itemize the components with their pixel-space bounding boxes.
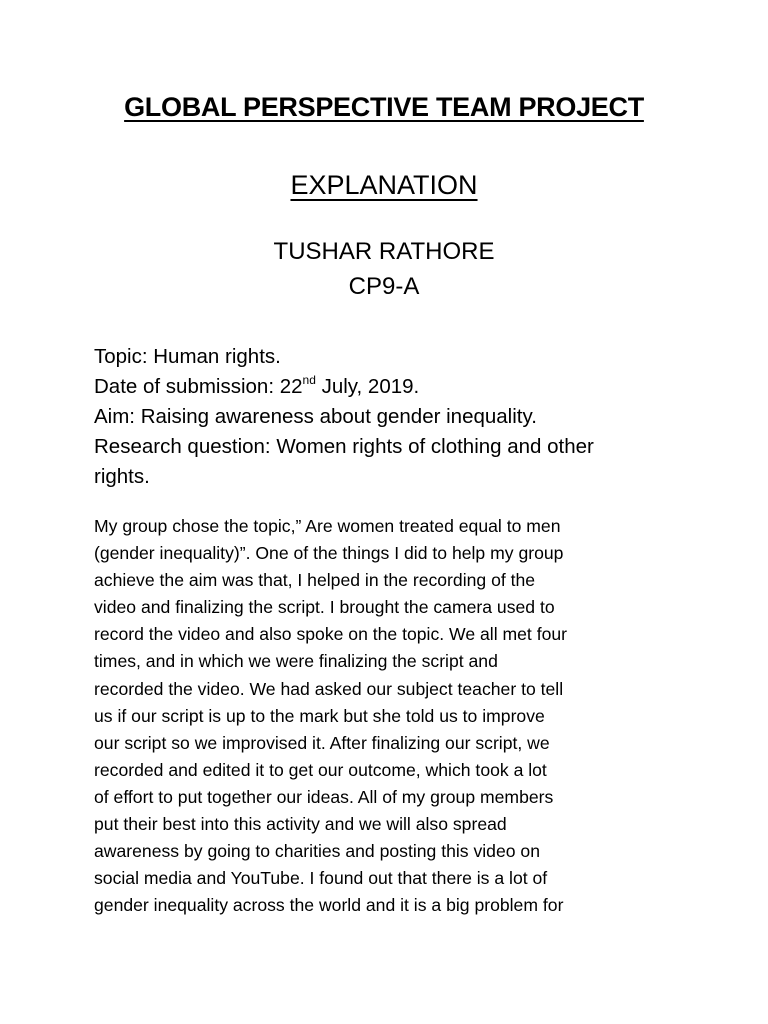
- explanation-paragraph: [94, 513, 684, 919]
- date-rest: July, 2019.: [315, 375, 420, 398]
- paragraph-line: awareness by going to charities and posting this video on: [94, 841, 540, 862]
- topic-line: Topic: Human rights.: [94, 345, 281, 368]
- paragraph-line: times, and in which we were finalizing the script and: [94, 651, 498, 672]
- author-name: TUSHAR RATHORE: [273, 238, 495, 265]
- document-title: GLOBAL PERSPECTIVE TEAM PROJECT: [124, 92, 644, 122]
- research-question-line-1: Research question: Women rights of clothing and other: [94, 435, 594, 458]
- paragraph-line: achieve the aim was that, I helped in the recording of the: [94, 570, 536, 591]
- paragraph-line: our script so we improvised it. After finalizing our script, we: [94, 732, 550, 753]
- document-subtitle: EXPLANATION: [290, 170, 478, 200]
- project-info: [94, 342, 694, 492]
- class-code: CP9-A: [348, 273, 420, 300]
- date-line: [94, 372, 694, 402]
- aim-line: Aim: Raising awareness about gender inequality.: [94, 405, 537, 428]
- paragraph-line: us if our script is up to the mark but she told us to improve: [94, 705, 545, 726]
- paragraph-line: record the video and also spoke on the topic. We all met four: [94, 624, 568, 645]
- paragraph-line: social media and YouTube. I found out that there is a lot of: [94, 868, 548, 889]
- paragraph-line: (gender inequality)”. One of the things I did to help my group: [94, 543, 564, 564]
- paragraph-line: My group chose the topic,” Are women treated equal to men: [94, 516, 561, 536]
- research-question-line-2: rights.: [94, 465, 150, 488]
- date-prefix: Date of submission: 22: [94, 375, 303, 398]
- paragraph-line: of effort to put together our ideas. All of my group members: [94, 786, 554, 807]
- paragraph-line: recorded the video. We had asked our subject teacher to tell: [94, 678, 564, 699]
- date-ordinal-suffix: nd: [302, 373, 316, 387]
- paragraph-line: recorded and edited it to get our outcome, which took a lot: [94, 759, 547, 780]
- paragraph-line: gender inequality across the world and it is a big problem for: [94, 895, 564, 916]
- paragraph-line: put their best into this activity and we will also spread: [94, 814, 507, 835]
- paragraph-line: video and finalizing the script. I brought the camera used to: [94, 597, 555, 618]
